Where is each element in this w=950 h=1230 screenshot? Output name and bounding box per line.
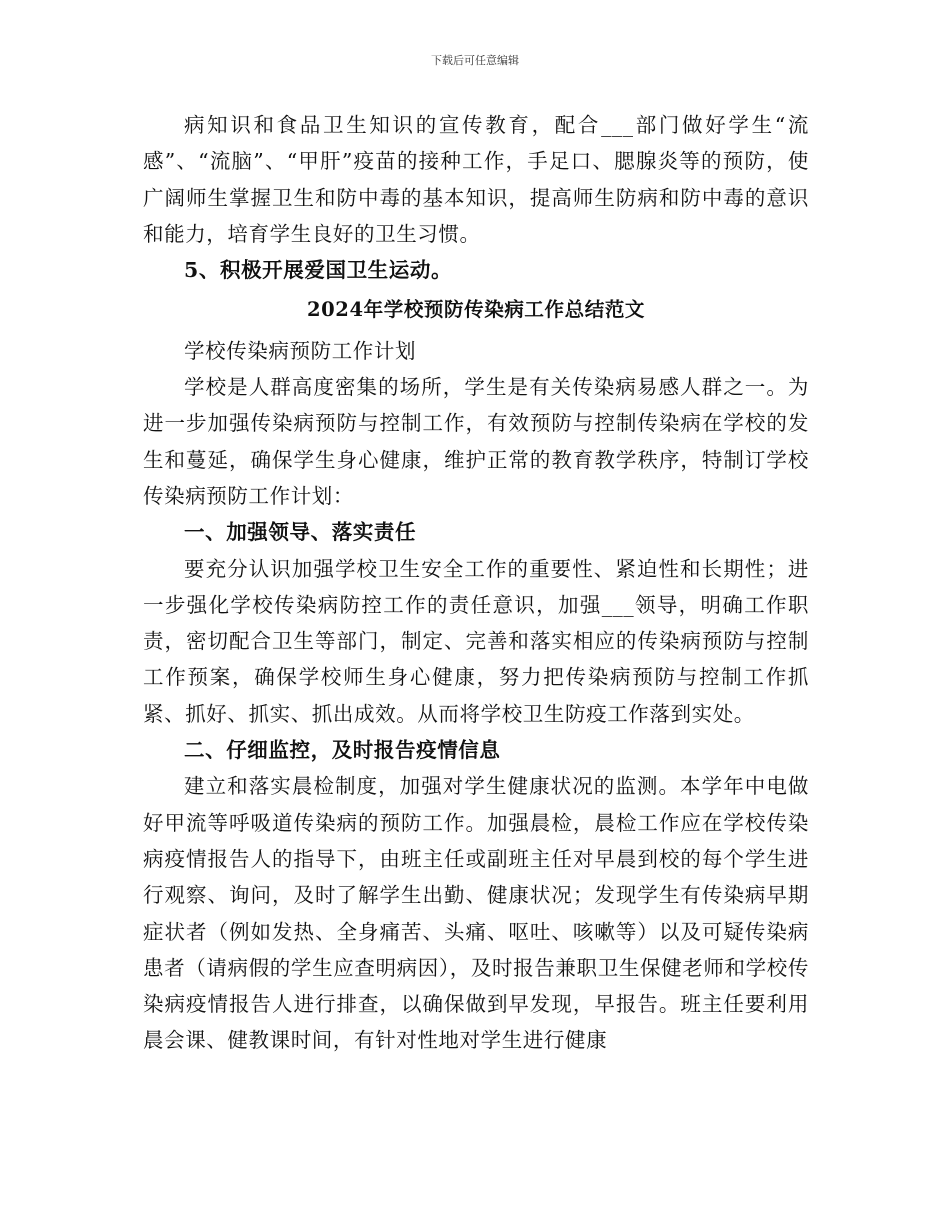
section-heading-leadership: 一、加强领导、落实责任 — [184, 520, 417, 545]
paragraph-introduction: 学校是人群高度密集的场所，学生是有关传染病易感人群之一。为进一步加强传染病预防与控制工作，有效预防与控制传染病在学校的发生和蔓延，确保学生身心健康，维护正常的教育教学秩序，特制订学校传染病预防工作计划： — [143, 375, 809, 508]
document-title: 2024年学校预防传染病工作总结范文 — [306, 298, 646, 322]
paragraph-monitoring: 建立和落实晨检制度，加强对学生健康状况的监测。本学年中电做好甲流等呼吸道传染病的预防工作。加强晨检，晨检工作应在学校传染病疫情报告人的指导下，由班主任或副班主任对早晨到校的每个学生进行观察、询问，及时了解学生出勤、健康状况；发现学生有传染病早期症状者（例如发热、全身痛苦、头痛、呕吐、咳嗽等）以及可疑传染病患者（请病假的学生应查明病因），及时报告兼职卫生保健老师和学校传染病疫情报告人进行排查，以确保做到早发现，早报告。班主任要利用晨会课、健教课时间，有针对性地对学生进行健康 — [143, 774, 809, 1053]
item-patriotic-health-campaign: 5、积极开展爱国卫生运动。 — [184, 258, 453, 283]
paragraph-health-education: 病知识和食品卫生知识的宣传教育，配合___部门做好学生“流感”、“流脑”、“甲肝”疫苗的接种工作，手足口、腮腺炎等的预防，使广阔师生掌握卫生和防中毒的基本知识，提高师生防病和防中毒的意识和能力，培育学生良好的卫生习惯。 — [143, 113, 809, 246]
paragraph-leadership: 要充分认识加强学校卫生安全工作的重要性、紧迫性和长期性；进一步强化学校传染病防控工作的责任意识，加强___领导，明确工作职责，密切配合卫生等部门，制定、完善和落实相应的传染病预防与控制工作预案，确保学校师生身心健康，努力把传染病预防与控制工作抓紧、抓好、抓实、抓出成效。从而将学校卫生防疫工作落到实处。 — [143, 556, 809, 726]
document-body — [143, 107, 809, 1059]
page-header: 下载后可任意编辑 — [431, 54, 519, 67]
section-heading-monitoring: 二、仔细监控，及时报告疫情信息 — [184, 738, 501, 763]
document-subtitle: 学校传染病预防工作计划 — [184, 338, 417, 363]
